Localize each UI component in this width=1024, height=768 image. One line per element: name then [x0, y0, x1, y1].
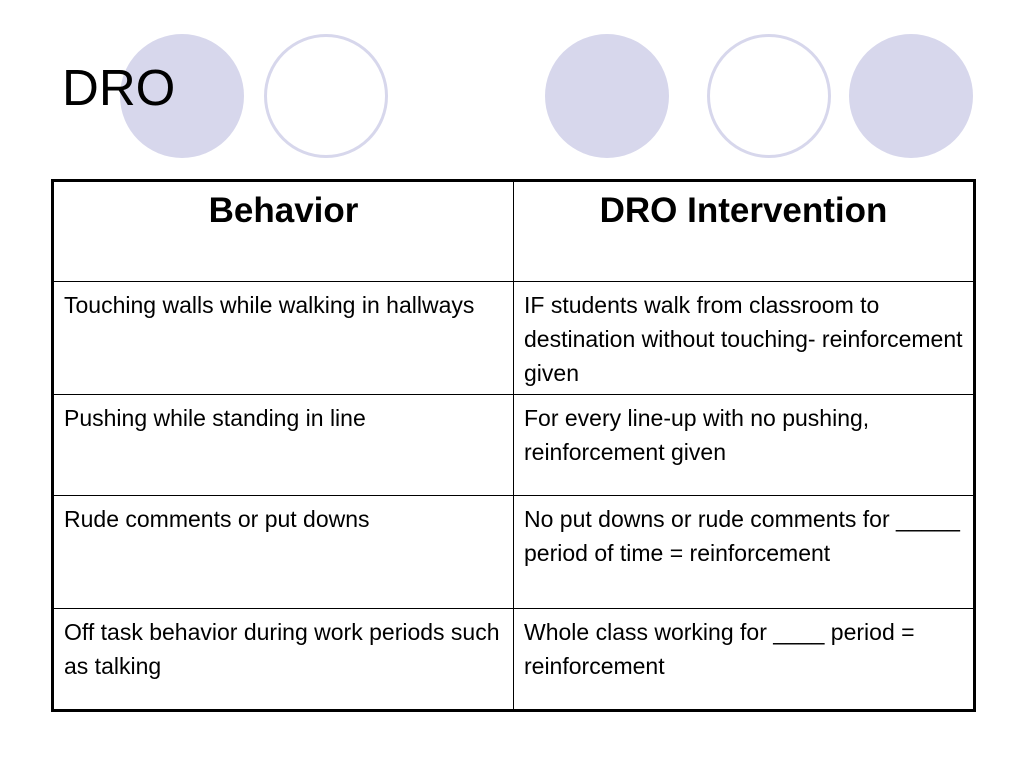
table-row: [53, 609, 975, 711]
header-behavior: Behavior: [53, 181, 514, 282]
table-header-row: [53, 181, 975, 282]
intervention-cell: Whole class working for ____ period = reinforcement: [514, 609, 975, 711]
table-row: [53, 282, 975, 395]
decorative-circle-filled: [545, 34, 669, 158]
behavior-cell: Off task behavior during work periods such as talking: [53, 609, 514, 711]
behavior-cell: Rude comments or put downs: [53, 496, 514, 609]
slide-title: DRO: [62, 59, 176, 116]
dro-table: [51, 179, 976, 712]
decorative-circle-outline: [264, 34, 388, 158]
behavior-cell: Pushing while standing in line: [53, 395, 514, 496]
intervention-cell: IF students walk from classroom to destination without touching- reinforcement given: [514, 282, 975, 395]
decorative-circle-filled: [849, 34, 973, 158]
header-dro-intervention: DRO Intervention: [514, 181, 975, 282]
decorative-circle-outline: [707, 34, 831, 158]
intervention-cell: For every line-up with no pushing, reinforcement given: [514, 395, 975, 496]
behavior-cell: Touching walls while walking in hallways: [53, 282, 514, 395]
table-row: [53, 395, 975, 496]
table-row: [53, 496, 975, 609]
intervention-cell: No put downs or rude comments for _____ period of time = reinforcement: [514, 496, 975, 609]
